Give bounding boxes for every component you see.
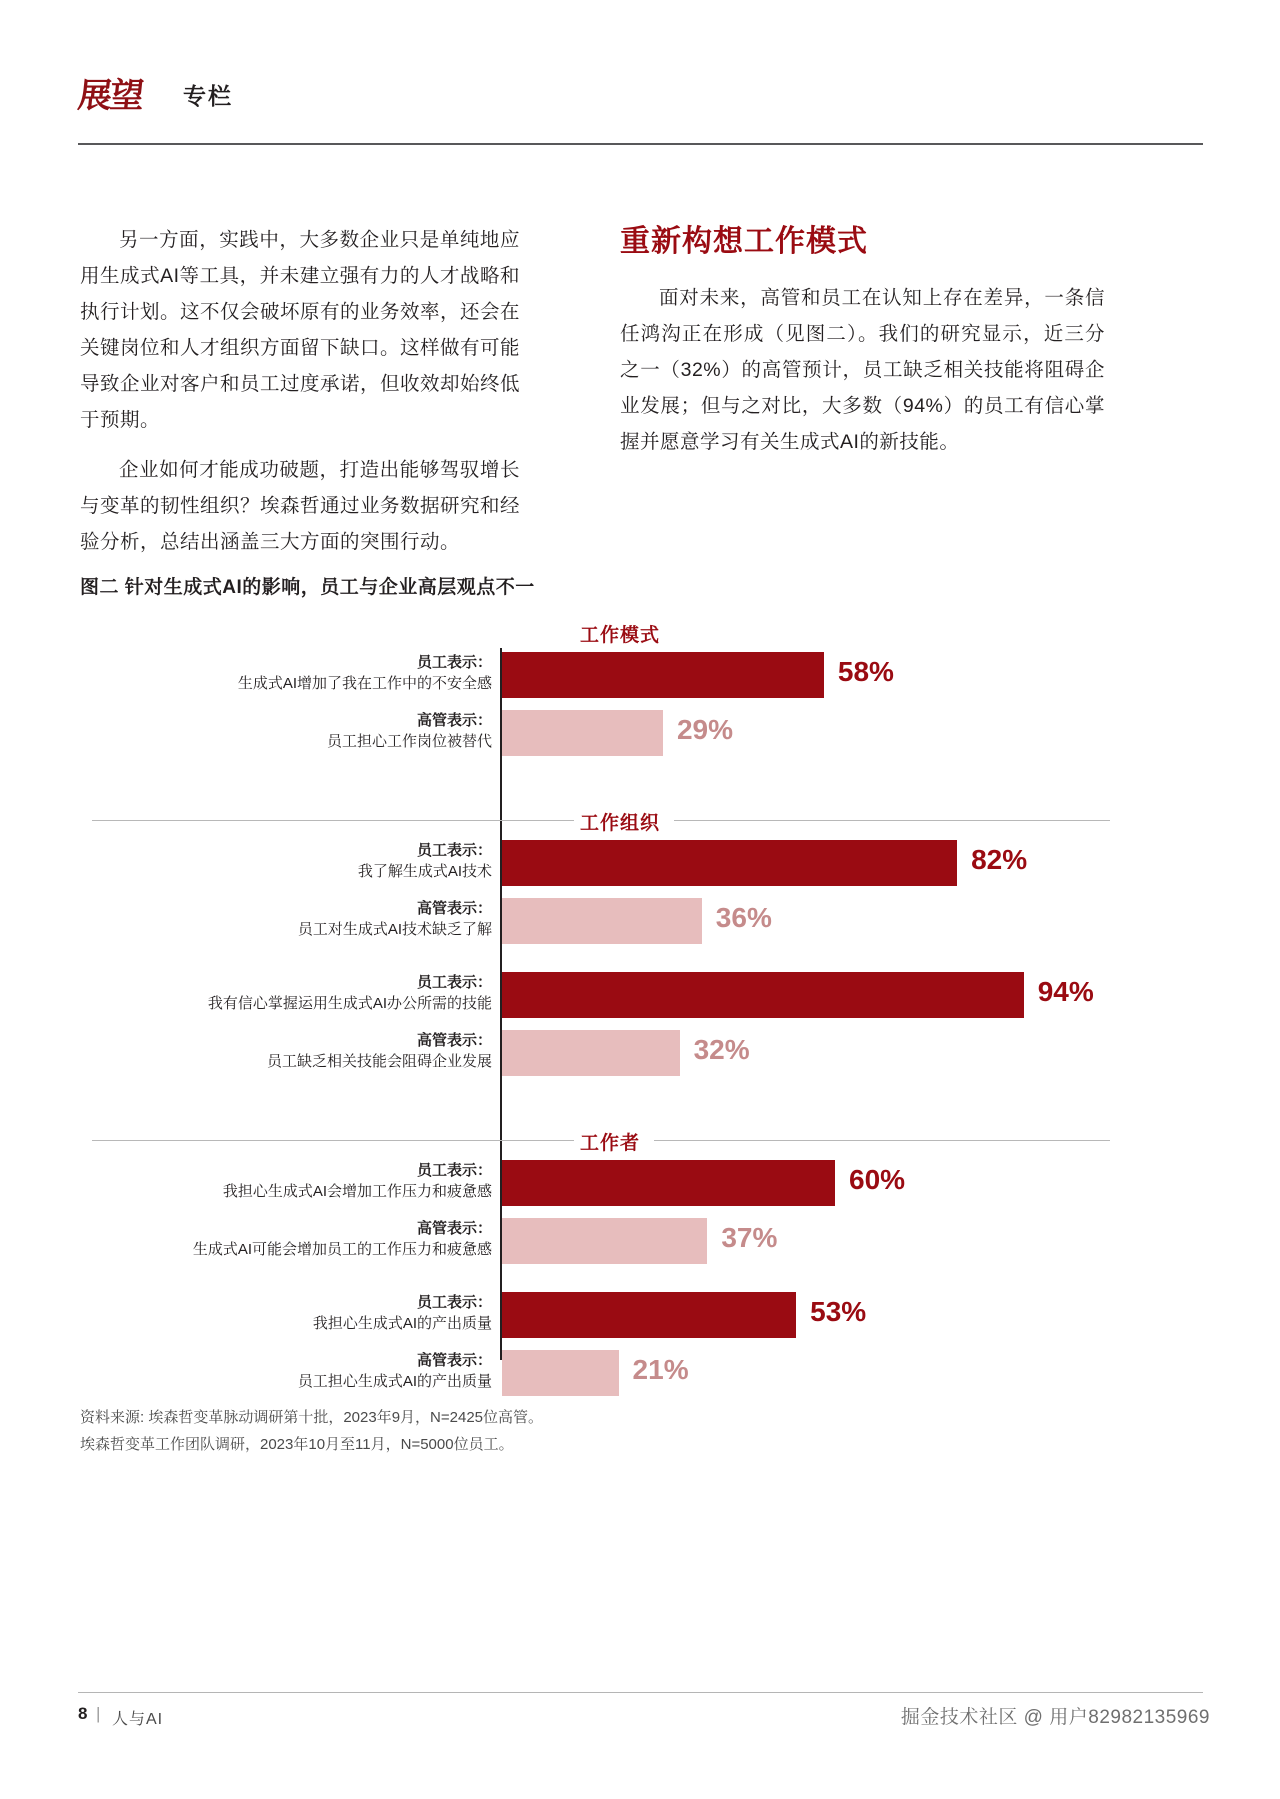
chart-bar-value: 60% <box>849 1164 906 1195</box>
section-heading: 重新构想工作模式 <box>620 225 868 258</box>
chart-row-labels <box>92 898 492 940</box>
chart-bar-row <box>80 650 1120 702</box>
footer-divider <box>78 1692 1203 1693</box>
watermark: 掘金技术社区 @ 用户82982135969 <box>900 1707 1210 1728</box>
chart-bar-value: 82% <box>971 844 1028 875</box>
chart-row-speaker: 高管表示： <box>416 1220 492 1237</box>
chart-row-labels <box>92 840 492 882</box>
chart-row-statement: 我担心生成式AI的产出质量 <box>312 1315 492 1332</box>
chart-row-statement: 我担心生成式AI会增加工作压力和疲惫感 <box>222 1183 492 1200</box>
chart-row-statement: 员工担心工作岗位被替代 <box>326 733 492 750</box>
page-number: 8 <box>78 1704 88 1723</box>
page-header <box>75 70 1203 150</box>
source-line: 埃森哲变革工作团队调研，2023年10月至11月，N=5000位员工。 <box>80 1436 514 1453</box>
source-line: 资料来源: 埃森哲变革脉动调研第十批，2023年9月，N=2425位高管。 <box>80 1409 544 1426</box>
chart-row-labels <box>92 1350 492 1392</box>
chart-row-speaker: 员工表示： <box>416 654 492 671</box>
figure-chart <box>80 620 1120 1390</box>
chart-group-divider <box>654 1140 1110 1141</box>
chart-bar <box>502 1030 680 1076</box>
chart-row-statement: 生成式AI增加了我在工作中的不安全感 <box>237 675 492 692</box>
chart-bar-value: 29% <box>676 714 733 745</box>
chart-bar-row <box>80 896 1120 948</box>
chart-bar-row <box>80 1348 1120 1400</box>
chart-bar-row <box>80 1216 1120 1268</box>
chart-bar <box>502 710 663 756</box>
chart-bar-value: 37% <box>721 1222 778 1253</box>
chart-row-labels <box>92 1218 492 1260</box>
chart-row-labels <box>92 652 492 694</box>
chart-group-divider <box>92 1140 574 1141</box>
chart-row-labels <box>92 972 492 1014</box>
footer-separator: | <box>96 1704 101 1723</box>
chart-row-statement: 员工对生成式AI技术缺乏了解 <box>297 921 492 938</box>
chart-bar-value: 53% <box>810 1296 867 1327</box>
chart-row-statement: 员工担心生成式AI的产出质量 <box>297 1373 492 1390</box>
chart-bar <box>502 1350 619 1396</box>
footer-label: 人与AI <box>112 1711 164 1728</box>
chart-row-statement: 我有信心掌握运用生成式AI办公所需的技能 <box>207 995 492 1012</box>
chart-row-labels <box>92 710 492 752</box>
paragraph: 另一方面，实践中，大多数企业只是单纯地应用生成式AI等工具，并未建立强有力的人才战略和执行计划。这不仅会破坏原有的业务效率，还会在关键岗位和人才组织方面留下缺口。这样做有可能导致企业对客户和员工过度承诺，但收效却始终低于预期。 <box>80 229 521 431</box>
chart-row-statement: 员工缺乏相关技能会阻碍企业发展 <box>266 1053 492 1070</box>
chart-row-statement: 生成式AI可能会增加员工的工作压力和疲惫感 <box>192 1241 492 1258</box>
chart-row-speaker: 员工表示： <box>416 1294 492 1311</box>
chart-row-statement: 我了解生成式AI技术 <box>357 863 492 880</box>
chart-group-divider <box>674 820 1110 821</box>
chart-bar-row <box>80 838 1120 890</box>
chart-row-speaker: 高管表示： <box>416 1352 492 1369</box>
paragraph: 面对未来，高管和员工在认知上存在差异，一条信任鸿沟正在形成（见图二）。我们的研究显示，近三分之一（32%）的高管预计，员工缺乏相关技能将阻碍企业发展；但与之对比，大多数（94%）的员工有信心掌握并愿意学习有关生成式AI的新技能。 <box>620 287 1105 453</box>
figure-title: 图二 针对生成式AI的影响，员工与企业高层观点不一 <box>80 577 535 598</box>
publication-logo: 展望 <box>75 76 145 116</box>
chart-bar-row <box>80 1290 1120 1342</box>
chart-group-label: 工作模式 <box>580 625 661 646</box>
header-divider <box>78 143 1203 145</box>
left-text-column <box>80 222 520 574</box>
chart-bar-row <box>80 708 1120 760</box>
chart-bar <box>502 652 824 698</box>
chart-bar-row <box>80 1158 1120 1210</box>
chart-bar <box>502 840 957 886</box>
paragraph: 企业如何才能成功破题，打造出能够驾驭增长与变革的韧性组织？埃森哲通过业务数据研究和经验分析，总结出涵盖三大方面的突围行动。 <box>80 459 521 553</box>
chart-bar-value: 58% <box>837 656 894 687</box>
chart-row-speaker: 员工表示： <box>416 842 492 859</box>
chart-bar <box>502 1292 796 1338</box>
chart-bar-row <box>80 970 1120 1022</box>
chart-bar <box>502 898 702 944</box>
chart-row-speaker: 员工表示： <box>416 974 492 991</box>
chart-row-labels <box>92 1292 492 1334</box>
right-text-column <box>620 222 1105 474</box>
chart-row-speaker: 高管表示： <box>416 712 492 729</box>
chart-row-labels <box>92 1160 492 1202</box>
chart-bar <box>502 1160 835 1206</box>
chart-group-label: 工作者 <box>580 1133 641 1154</box>
chart-bar <box>502 972 1024 1018</box>
chart-bar-value: 21% <box>632 1354 689 1385</box>
chart-row-speaker: 员工表示： <box>416 1162 492 1179</box>
figure-source <box>80 1404 980 1458</box>
chart-bar-row <box>80 1028 1120 1080</box>
header-section-label: 专栏 <box>183 83 233 109</box>
chart-bar <box>502 1218 707 1264</box>
chart-bar-value: 32% <box>693 1034 750 1065</box>
chart-row-speaker: 高管表示： <box>416 1032 492 1049</box>
chart-row-speaker: 高管表示： <box>416 900 492 917</box>
chart-bar-value: 94% <box>1037 976 1094 1007</box>
chart-bar-value: 36% <box>715 902 772 933</box>
chart-group-label: 工作组织 <box>580 813 661 834</box>
chart-group-divider <box>92 820 574 821</box>
chart-row-labels <box>92 1030 492 1072</box>
